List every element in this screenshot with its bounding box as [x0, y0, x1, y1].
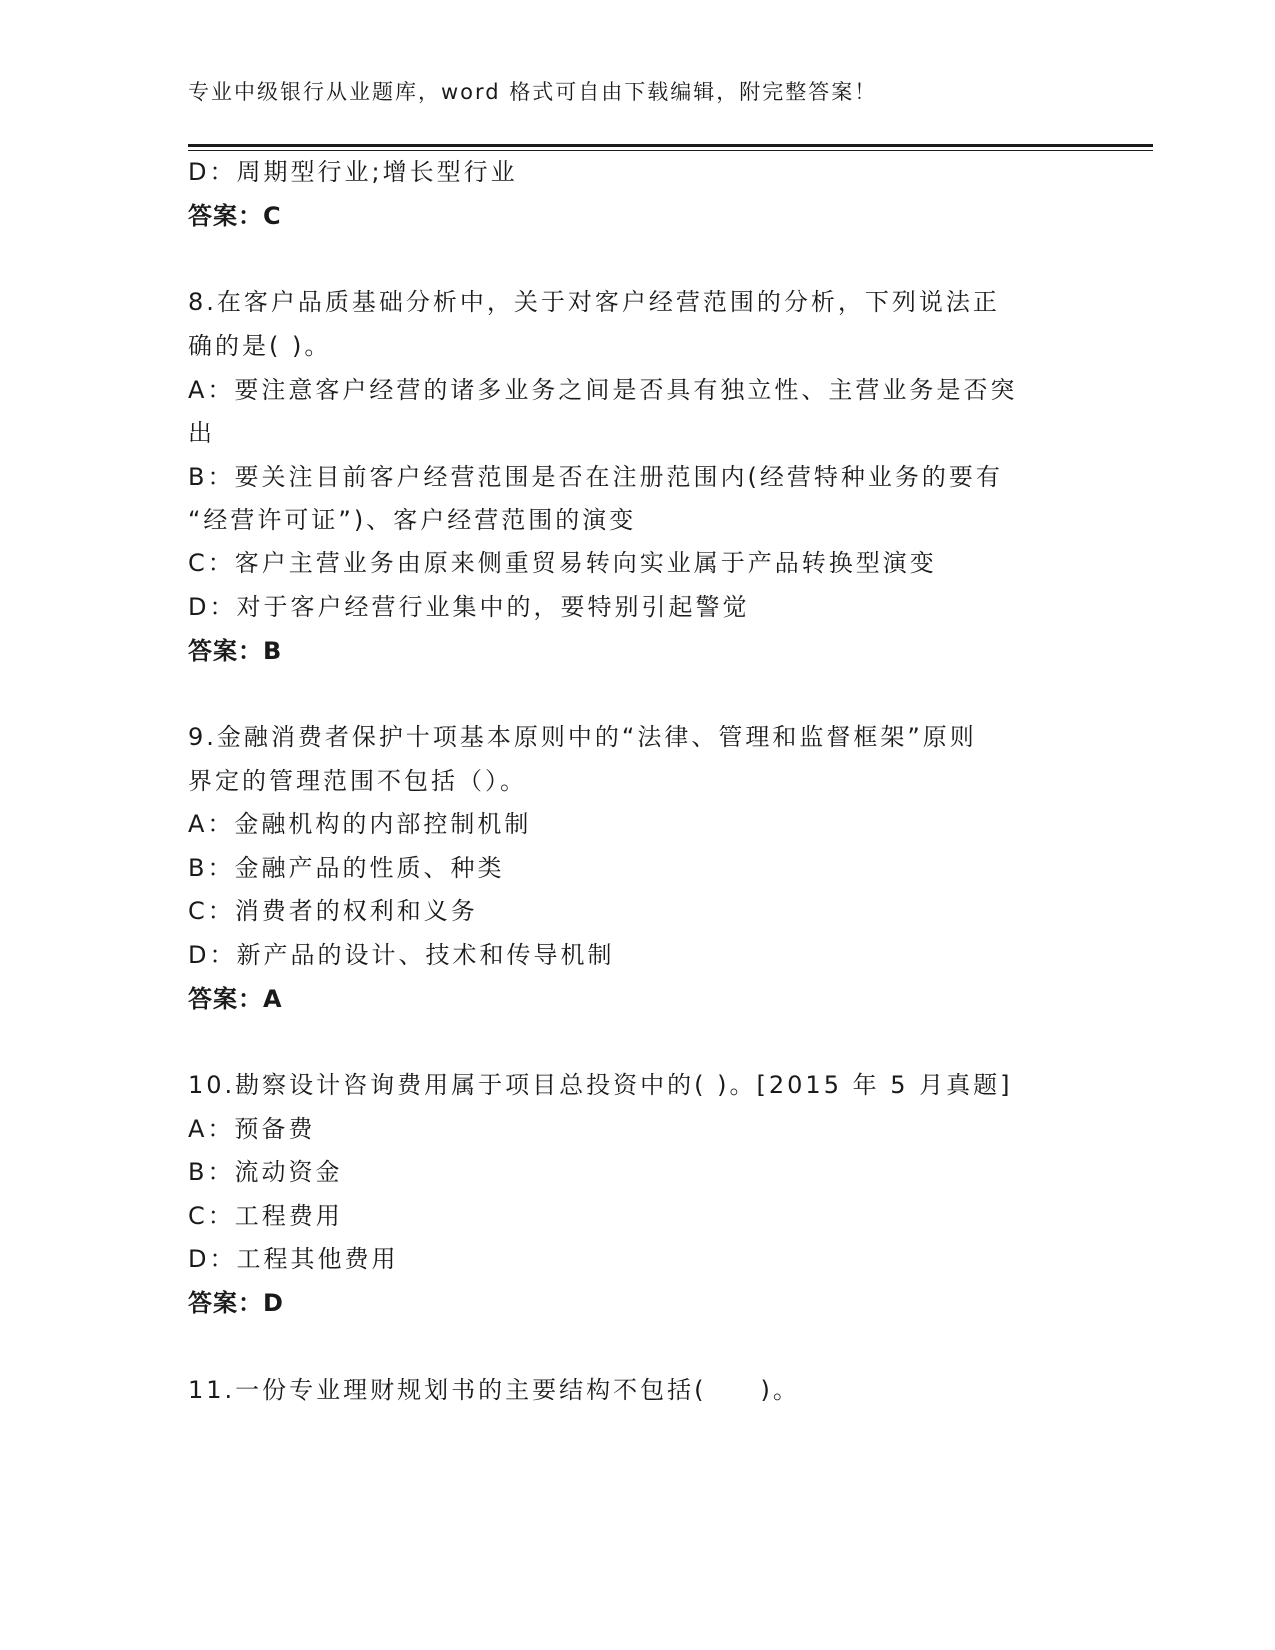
- page-header: 专业中级银行从业题库，word 格式可自由下载编辑，附完整答案！: [188, 80, 878, 104]
- q8-option-d: D：对于客户经营行业集中的，要特别引起警觉: [188, 593, 750, 621]
- q8-stem-line2: 确的是( )。: [188, 332, 332, 360]
- q9-option-a: A：金融机构的内部控制机制: [188, 810, 532, 838]
- q10-answer: 答案：D: [188, 1289, 284, 1317]
- q9-option-c: C：消费者的权利和义务: [188, 897, 478, 925]
- q9-answer: 答案：A: [188, 985, 283, 1013]
- q8-stem-line1: 8.在客户品质基础分析中，关于对客户经营范围的分析，下列说法正: [188, 288, 1000, 316]
- q8-answer: 答案：B: [188, 637, 283, 665]
- q8-option-a-line2: 出: [188, 419, 215, 447]
- q9-stem-line1: 9.金融消费者保护十项基本原则中的“法律、管理和监督框架”原则: [188, 723, 977, 751]
- prev-option-d: D：周期型行业;增长型行业: [188, 158, 518, 186]
- q10-option-c: C：工程费用: [188, 1202, 343, 1230]
- prev-answer: 答案：C: [188, 202, 282, 230]
- q8-option-b-line2: “经营许可证”)、客户经营范围的演变: [188, 506, 637, 534]
- q10-stem: 10.勘察设计咨询费用属于项目总投资中的( )。[2015 年 5 月真题]: [188, 1071, 1013, 1099]
- q10-option-d: D：工程其他费用: [188, 1245, 399, 1273]
- q8-option-b-line1: B：要关注目前客户经营范围是否在注册范围内(经营特种业务的要有: [188, 463, 1003, 491]
- q9-option-d: D：新产品的设计、技术和传导机制: [188, 941, 615, 969]
- q9-stem-line2: 界定的管理范围不包括（）。: [188, 767, 527, 795]
- q8-option-c: C：客户主营业务由原来侧重贸易转向实业属于产品转换型演变: [188, 549, 937, 577]
- q11-stem: 11.一份专业理财规划书的主要结构不包括( )。: [188, 1376, 800, 1404]
- header-rule-thin: [188, 150, 1153, 151]
- header-rule-thick: [188, 144, 1153, 147]
- q10-option-b: B：流动资金: [188, 1158, 343, 1186]
- q9-option-b: B：金融产品的性质、种类: [188, 854, 505, 882]
- q10-option-a: A：预备费: [188, 1115, 316, 1143]
- q8-option-a-line1: A：要注意客户经营的诸多业务之间是否具有独立性、主营业务是否突: [188, 376, 1018, 404]
